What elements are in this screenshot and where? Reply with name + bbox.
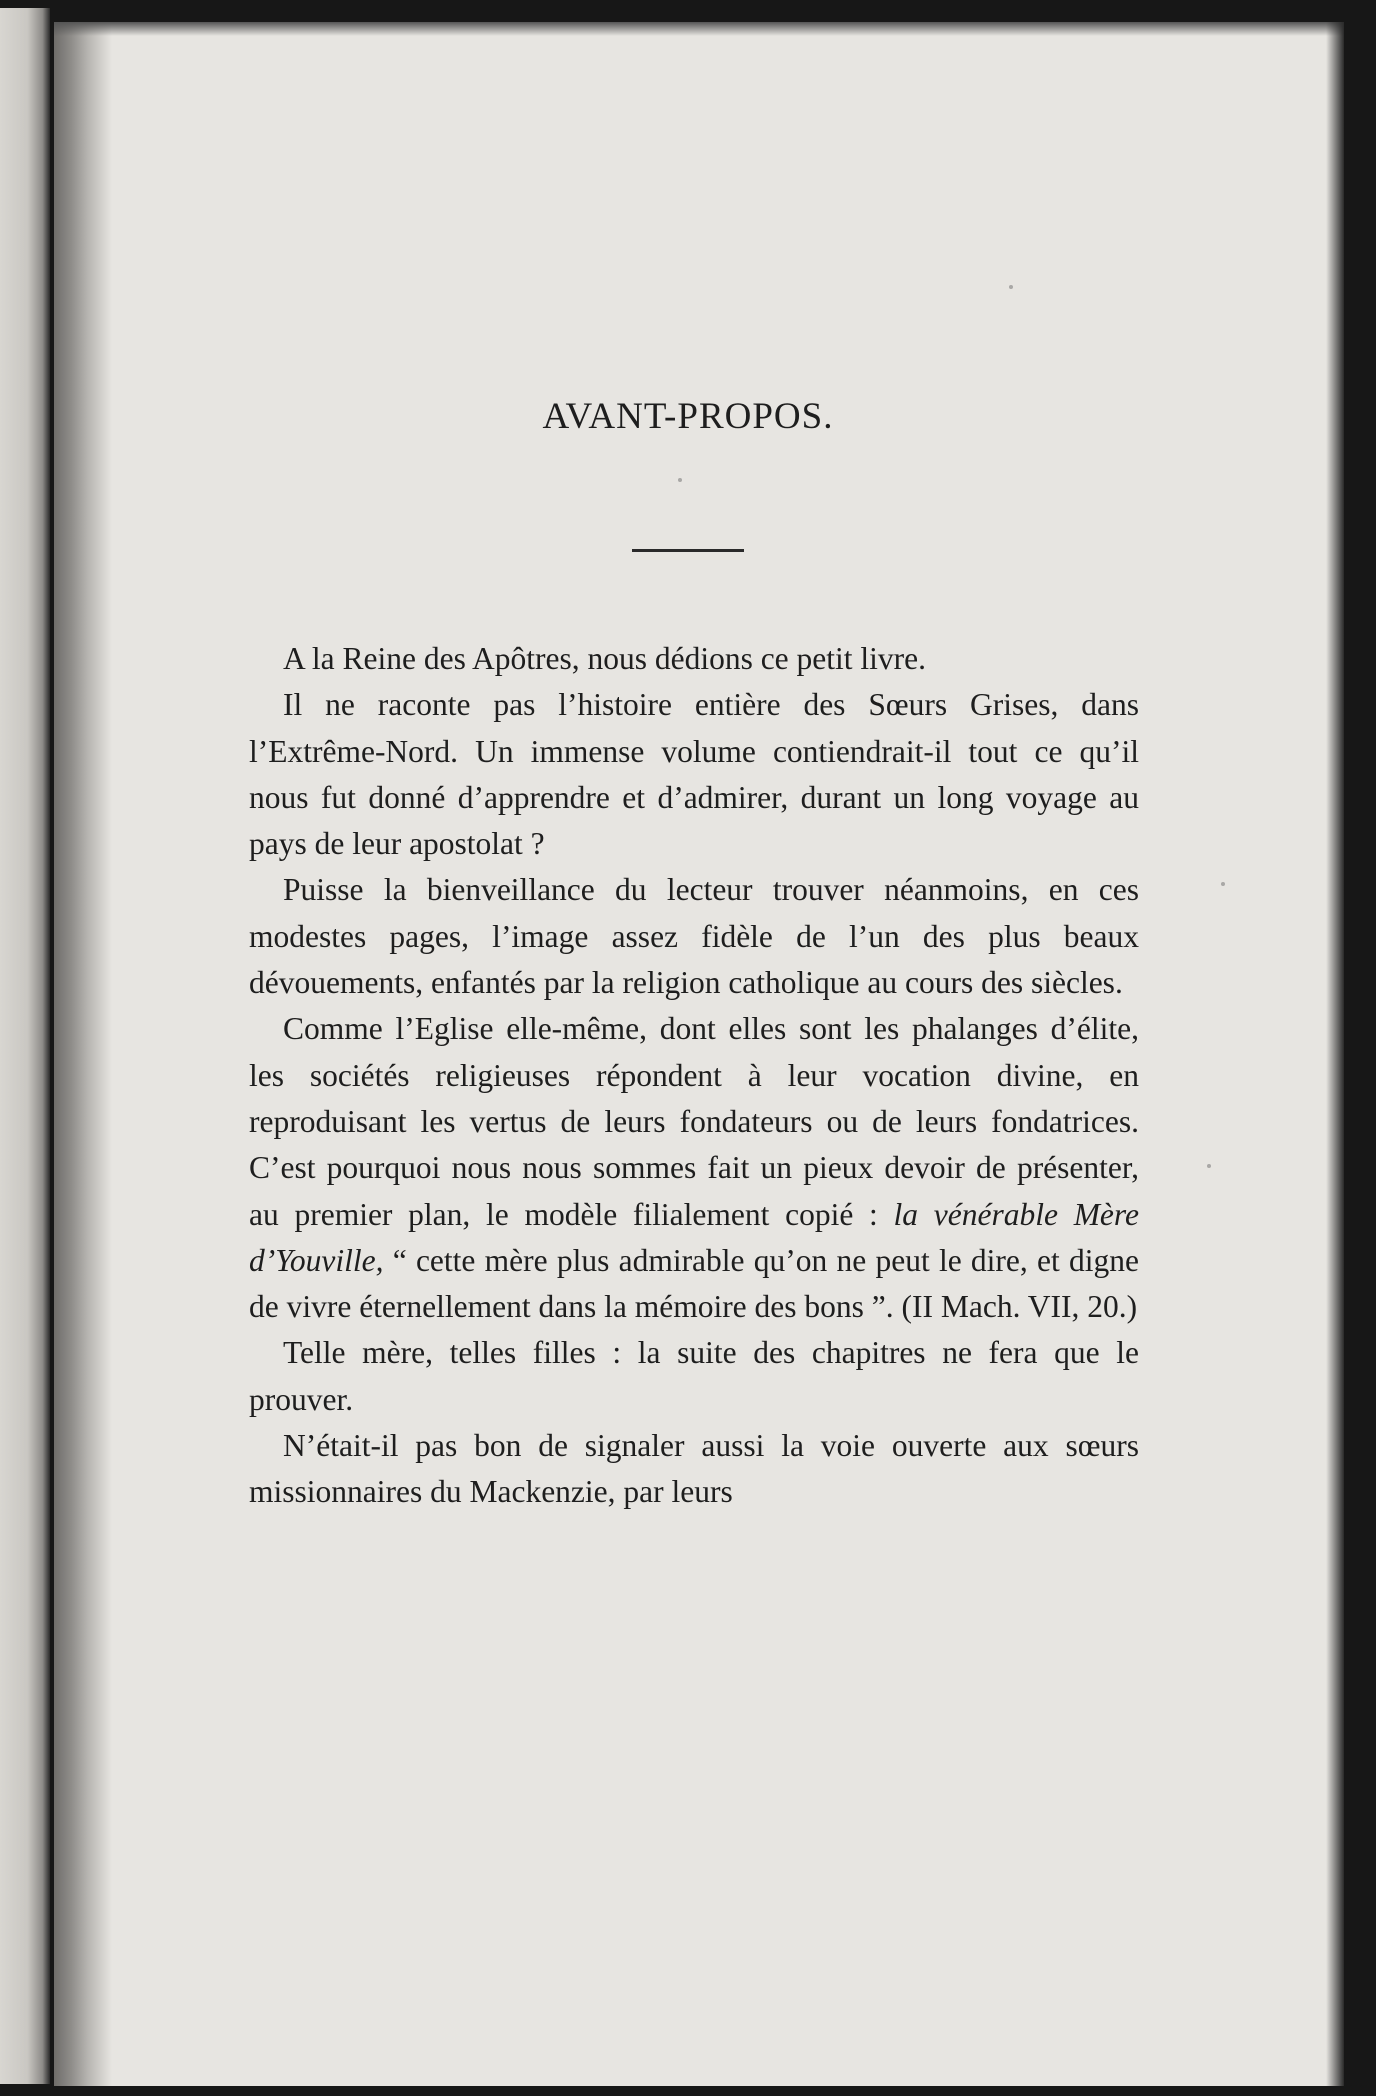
paper-speck xyxy=(1207,1164,1211,1168)
paragraph-wish: Puisse la bienveillance du lecteur trouver néanmoins, en ces modestes pages, l’image assez fidèle de l’un des plus beaux dévouements, enfantés par la religion catholique au cours des siècles. xyxy=(249,872,1139,1001)
gutter-shadow xyxy=(54,22,112,2086)
page-right-shadow xyxy=(1326,22,1344,2086)
foreword-text xyxy=(249,636,1139,1516)
paragraph-founder xyxy=(249,1006,1139,1330)
paragraph-missionaries: N’était-il pas bon de signaler aussi la voie ouverte aux sœurs missionnaires du Mackenzie, par leurs xyxy=(249,1428,1139,1510)
paragraph-daughters: Telle mère, telles filles : la suite des chapitres ne fera que le prouver. xyxy=(249,1335,1139,1417)
paper-speck xyxy=(1221,882,1225,886)
paragraph-founder-text-start: Comme l’Eglise elle-même, dont elles sont les phalanges d’élite, les sociétés religieuses répondent à leur vocation divine, en reproduisant les vertus de leurs fondateurs ou de leurs fondatrices. C’est pourquoi nous nous sommes fait un pieux devoir de présenter, au premier plan, le modèle filialement copié : xyxy=(249,1011,1139,1232)
paragraph-founder-italic: la vénérable Mère d’Youville, xyxy=(249,1196,1139,1278)
page-top-shadow xyxy=(54,22,1344,36)
page-title: AVANT-PROPOS. xyxy=(542,396,834,437)
paper-speck xyxy=(678,478,682,482)
title-separator-rule xyxy=(632,549,744,552)
paragraph-dedication: A la Reine des Apôtres, nous dédions ce petit livre. xyxy=(283,641,926,676)
paper-speck xyxy=(1009,285,1013,289)
paragraph-scope: Il ne raconte pas l’histoire entière des Sœurs Grises, dans l’Extrême-Nord. Un immense volume contiendrait-il tout ce qu’il nous fut donné d’apprendre et d’admirer, durant un long voyage au pays de leur apostolat ? xyxy=(249,687,1139,862)
adjacent-page-edge xyxy=(0,8,50,2084)
paragraph-founder-text-end: “ cette mère plus admirable qu’on ne peut le dire, et digne de vivre éternellement dans la mémoire des bons ”. (II Mach. VII, 20.) xyxy=(249,1242,1139,1325)
